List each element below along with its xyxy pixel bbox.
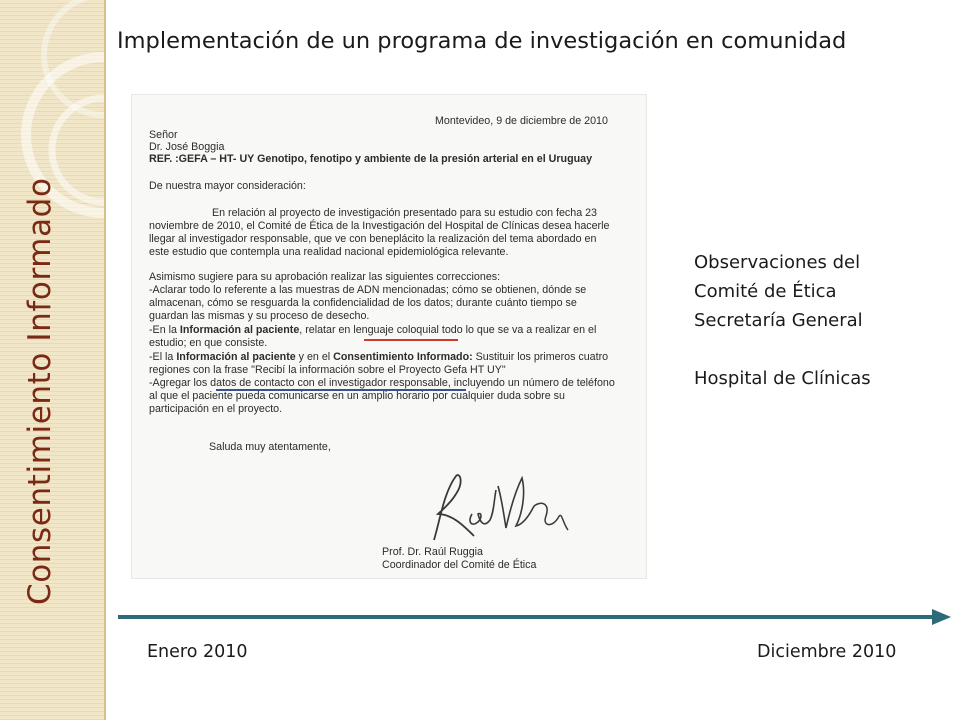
signer-name: Prof. Dr. Raúl Ruggia [382,546,483,558]
red-underline [364,339,458,341]
letter-p1-line: llegar al investigador responsable, que ve con beneplácito la realización del tema abordado en [149,233,597,245]
letter-bullet-2-cont: estudio; en que consiste. [149,337,268,349]
letter-reference: REF. :GEFA – HT- UY Genotipo, fenotipo y ambiente de la presión arterial en el Uruguay [149,153,593,165]
letter-bullet-4-cont: participación en el proyecto. [149,403,283,415]
timeline-arrow [118,606,953,630]
scanned-letter [132,95,646,578]
letter-salutation-2: Dr. José Boggia [149,141,225,153]
timeline-end-label: Diciembre 2010 [757,642,897,662]
letter-p2-line: almacenan, cómo se resguarda la confidencialidad de los datos; durante cuánto tiempo se [149,297,577,309]
letter-bold-text: Información al paciente [179,324,300,336]
letter-p2-line: -Aclarar todo lo referente a las muestras de ADN mencionadas; cómo se obtienen, dónde se [149,284,587,296]
signer-title: Coordinador del Comité de Ética [382,559,537,571]
signature [412,470,582,550]
timeline-start-label: Enero 2010 [147,642,248,662]
letter-p1-line: noviembre de 2010, el Comité de Ética de la Investigación del Hospital de Clínicas desea hacerle [149,220,610,232]
letter-date: Montevideo, 9 de diciembre de 2010 [435,115,608,127]
letter-greeting: De nuestra mayor consideración: [149,180,306,192]
vertical-title: Consentimiento Informado [22,177,58,605]
letter-closing: Saluda muy atentamente, [209,441,331,453]
letter-bullet-4-cont: al que el paciente pueda comunicarse en un amplio horario por cualquier duda sobre su [149,390,565,402]
letter-p2-intro: Asimismo sugiere para su aprobación realizar las siguientes correcciones: [149,271,501,283]
letter-bullet-3 [149,351,608,364]
observations-line: Hospital de Clínicas [694,368,871,389]
letter-p2-line: guardan las mismas y su proceso de desecho. [149,310,370,322]
observations-line: Secretaría General [694,310,863,331]
letter-bullet-4: -Agregar los datos de contacto con el investigador responsable, incluyendo un número de teléfono [149,377,615,389]
letter-text: Sustituir los primeros cuatro [472,351,609,363]
letter-bold-text: Información al paciente [176,351,296,363]
sidebar-band [0,0,106,720]
letter-p1-line: este estudio que contempla una realidad nacional epidemiológica relevante. [149,246,509,258]
letter-bold-text: Consentimiento Informado: [333,351,473,363]
observations-line: Observaciones del [694,252,861,273]
slide-title: Implementación de un programa de investigación en comunidad [117,28,847,54]
observations-line: Comité de Ética [694,281,837,302]
letter-p1-line: En relación al proyecto de investigación presentado para su estudio con fecha 23 [212,207,598,219]
letter-bullet-3-cont: regiones con la frase "Recibí la información sobre el Proyecto Gefa HT UY" [149,364,506,376]
letter-salutation-1: Señor [149,129,178,141]
letter-text: y en el [295,351,334,363]
letter-bullet-2 [149,324,596,337]
letter-text: -En la [149,324,180,336]
letter-text: -El la [149,351,177,363]
letter-text: , relatar en lenguaje coloquial todo lo que se va a realizar en el [299,324,597,336]
observations-text [694,248,871,393]
